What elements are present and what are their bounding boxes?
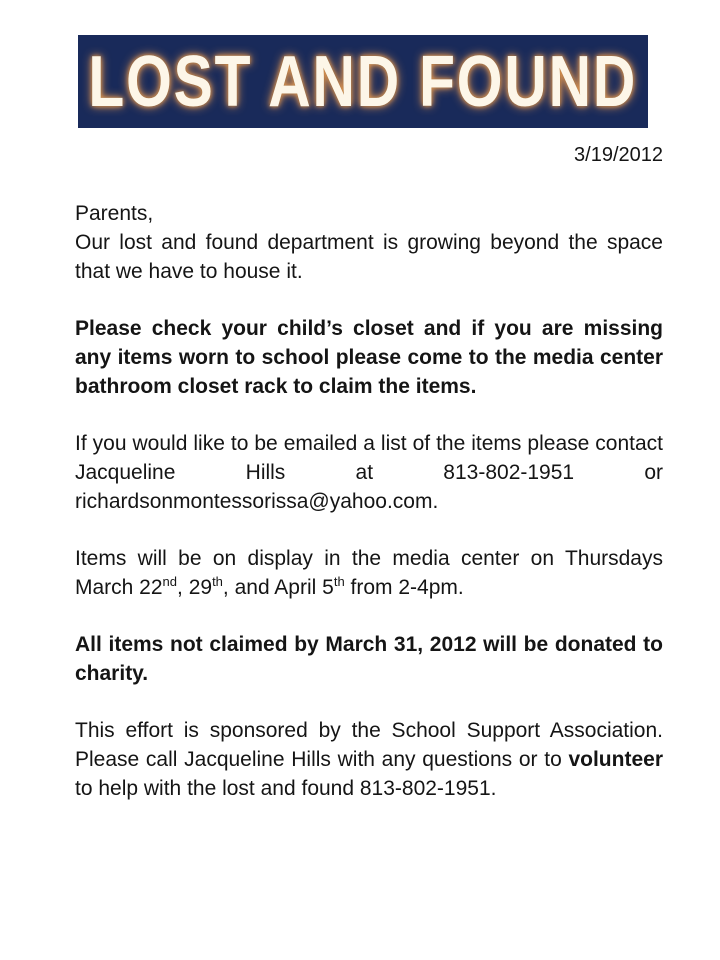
text-run: All items not claimed by March 31, 2012 will be donated to charity.	[75, 633, 663, 685]
paragraph	[75, 716, 663, 803]
superscript-text: th	[212, 574, 223, 589]
paragraph	[75, 630, 663, 688]
text-run: Parents,	[75, 202, 154, 225]
text-run: Items will be on display in the media center on Thursdays March 22	[75, 547, 663, 599]
text-run: volunteer	[568, 748, 663, 771]
date-text: 3/19/2012	[574, 144, 663, 166]
text-run: If you would like to be emailed a list of the items please contact Jacqueline Hills at 813-802-1951 or richardsonmontessorissa@yahoo.com.	[75, 432, 663, 513]
superscript-text: nd	[162, 574, 178, 589]
page-title: LOST AND FOUND	[88, 41, 638, 122]
text-run: from 2-4pm.	[344, 576, 464, 599]
text-run: , 29	[177, 576, 213, 599]
paragraph	[75, 314, 663, 401]
text-run: This effort is sponsored by the School Support Association. Please call Jacqueline Hills with any questions or to	[75, 719, 663, 771]
text-run: Please check your child’s closet and if you are missing any items worn to school please come to the media center bathroom closet rack to claim the items.	[75, 317, 663, 398]
document-body	[75, 199, 663, 803]
paragraph	[75, 544, 663, 602]
text-run: to help with the lost and found 813-802-1951.	[75, 777, 497, 800]
paragraph	[75, 429, 663, 516]
superscript-text: th	[333, 574, 345, 589]
text-run: , and April 5	[222, 576, 334, 599]
text-run: Our lost and found department is growing beyond the space that we have to house it.	[75, 231, 663, 283]
paragraph	[75, 199, 663, 228]
paragraph	[75, 228, 663, 286]
title-banner	[78, 35, 648, 128]
